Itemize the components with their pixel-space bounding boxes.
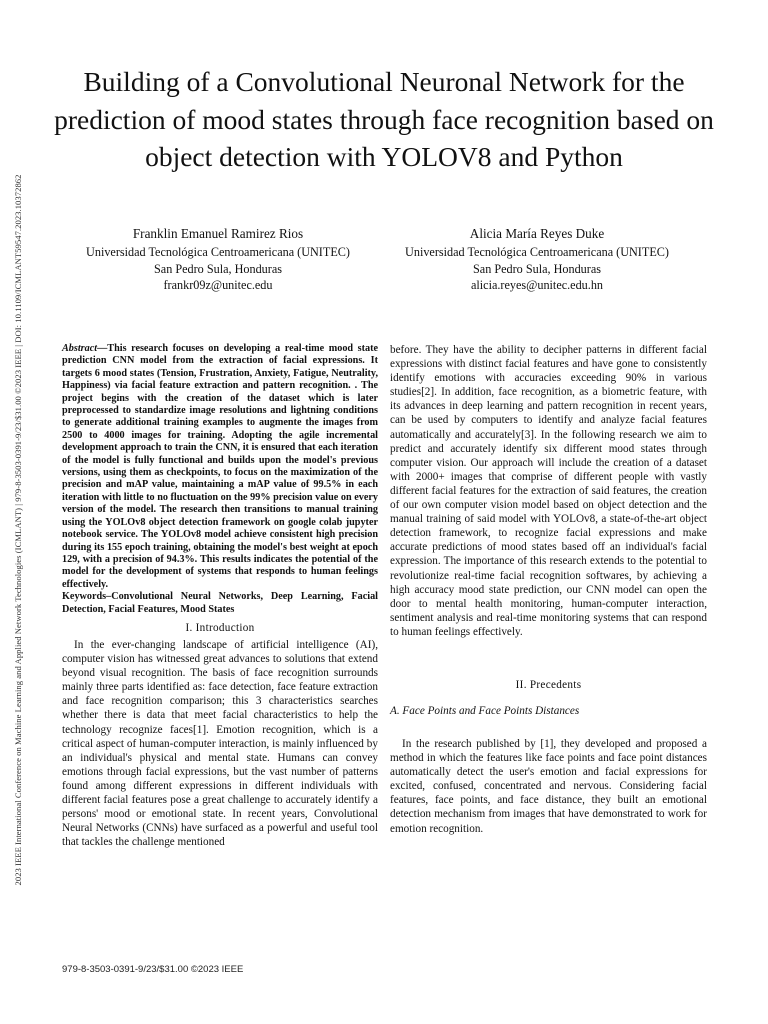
author-location: San Pedro Sula, Honduras	[154, 261, 282, 276]
left-column	[62, 343, 378, 849]
abstract	[62, 343, 378, 591]
right-column	[390, 343, 707, 836]
author-affiliation: Universidad Tecnológica Centroamericana (UNITEC)	[405, 245, 669, 260]
keywords: Keywords–Convolutional Neural Networks, Deep Learning, Facial Detection, Facial Features, Mood States	[62, 591, 378, 615]
author-block-1	[53, 226, 383, 294]
section-heading-introduction: I. Introduction	[185, 621, 255, 634]
author-location: San Pedro Sula, Honduras	[473, 261, 601, 276]
doi-sidebar-text: 2023 IEEE International Conference on Machine Learning and Applied Network Technologies (ICMLANT) | 979-8-3503-0391-9/23/$31.00 ©2023 IEEE | DOI: 10.1109/ICMLANT59547.2023.10372862	[13, 174, 23, 886]
introduction-continuation: before. They have the ability to decipher patterns in different facial expressions with distinct facial features and have gone to consistently identify emotions with accuracies exceeding 90% in various studies[2]. In addition, face recognition, as a biometric feature, with its advances in deep learning and pattern recognition in recent years, can be used by computers to identify and analyze facial features automatically and accurately[3]. In the following research we aim to predict and accurately identify six different mood states through computer vision. Our approach will include the creation of a dataset with 2000+ images that comprise of different people with vastly different facial features for the extraction of said features, the creation of our own computer vision model based on object detection and the manual training of said model with YOLOv8, a state-of-the-art object detection framework, to recognize facial expressions and make accurate predictions of mood states based off an individual's facial expression. The importance of this research extends to the potential to revolutionize real-time facial recognition softwares, by achieving a high accuracy mood state prediction, our CNN model can open the door to mental health monitoring, human-computer interaction, sentiment analysis and real-time monitoring systems that can respond to human feelings effectively.	[390, 344, 707, 638]
author-affiliation: Universidad Tecnológica Centroamericana (UNITEC)	[86, 245, 350, 260]
author-email[interactable]: frankr09z@unitec.edu	[163, 278, 273, 293]
author-name: Alicia María Reyes Duke	[469, 226, 605, 241]
copyright-footer: 979-8-3503-0391-9/23/$31.00 ©2023 IEEE	[62, 964, 244, 975]
introduction-paragraph: In the ever-changing landscape of artificial intelligence (AI), computer vision has witnessed great advances to solutions that extend beyond visual recognition. The basis of face recognition surrounds mainly three parts identified as: face detection, face feature extraction and face recognition comparison; this 3 characteristics searches whether there is data that meet facial characteristics to help the technology recognize faces[1]. Emotion recognition, which is a critical aspect of human-computer interaction, is mainly influenced by an individual's physical and mental state. Humans can convey emotions through facial expressions, but the vast number of patterns found among different expressions in different individuals with different facial features pose a great challenge to accurately identify a persons' mood or emotional state. In recent years, Convolutional Neural Networks (CNNs) have surfaced as a powerful and useful tool that tackles the challenge mentioned	[62, 638, 378, 849]
precedents-paragraph: In the research published by [1], they developed and proposed a method in which the features like face points and face point distances automatically detect the user's emotion and facial expressions for excited, confused, concentrated and nervous. Considering facial features, face points, and face distance, they built an emotional detection mechanism from images that have demonstrated to work for emotion recognition.	[390, 737, 707, 835]
subsection-heading-face-points: A. Face Points and Face Points Distances	[390, 704, 580, 717]
abstract-text: —This research focuses on developing a real-time mood state prediction CNN model from the extraction of facial expressions. It targets 6 mood states (Tension, Frustration, Anxiety, Fatigue, Neutrality, Happiness) via facial feature extraction and pattern recognition. . The project begins with the creation of the dataset which is later preprocessed to standardize image resolutions and lightning conditions to generate additional training examples to augmente the images from 2500 to 4000 images for training. Adopting the agile incremental development approach to train the CNN, it is ensured that each iteration of the model is fully functional and builds upon the model's previous versions, using them as checkpoints, to focus on the maximization of the precision and mAP value, maintaining a mAP value of 99.5% in each iteration with little to no fluctuation on the 99% precision value on every version of the model. The research then transitions to manual training using the YOLOv8 object detection framework on google colab jupyter notebook service. The YOLOv8 model achieve consistent high precision during its 155 epoch training, obtaining the model's best weight at epoch 129, with a precision of 94.3%. This results indicates the potential of the model for the development of systems that responds to human feelings effectively.	[62, 343, 378, 590]
author-block-2	[372, 226, 702, 294]
paper-title: Building of a Convolutional Neuronal Network for the prediction of mood states through face recognition based on object detection with YOLOV8 and Python	[54, 66, 714, 172]
section-heading-precedents: II. Precedents	[515, 678, 582, 691]
author-name: Franklin Emanuel Ramirez Rios	[132, 226, 304, 241]
doi-sidebar	[4, 90, 32, 970]
abstract-label: Abstract	[62, 343, 98, 354]
author-email[interactable]: alicia.reyes@unitec.edu.hn	[470, 278, 604, 293]
